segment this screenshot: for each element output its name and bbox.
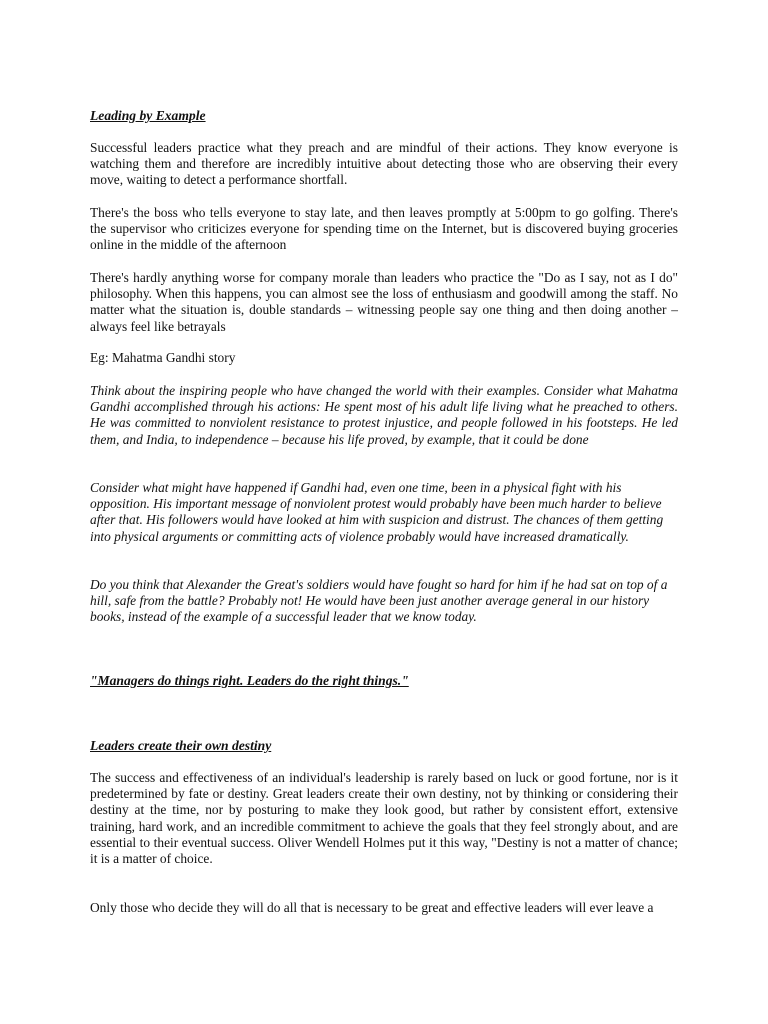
italic-alexander: Do you think that Alexander the Great's soldiers would have fought so hard for him if he had sat on top of a hill, safe from the battle? Probably not! He would have been just another average general in our history books, instead of the example of a successful leader that we know today.: [90, 577, 668, 625]
paragraph-boss-example: There's the boss who tells everyone to stay late, and then leaves promptly at 5:00pm to go golfing. There's the supervisor who criticizes everyone for spending time on the Internet, but is discovered buying groceries online in the middle of the afternoon: [90, 205, 678, 253]
heading-leading-by-example: Leading by Example: [90, 108, 206, 123]
italic-gandhi-fight: Consider what might have happened if Gandhi had, even one time, been in a physical fight with his opposition. His important message of nonviolent protest would probably have been much harder to believe after that. His followers would have looked at him with suspicion and distrust. The chances of them getting into physical arguments or committing acts of violence probably would have increased dramatically.: [90, 480, 664, 544]
heading-leaders-destiny: Leaders create their own destiny: [90, 738, 272, 753]
example-label: Eg: Mahatma Gandhi story: [90, 350, 236, 365]
heading-managers-quote: "Managers do things right. Leaders do the right things.": [90, 673, 409, 688]
paragraph-only-those: Only those who decide they will do all that is necessary to be great and effective leaders will ever leave a: [90, 900, 654, 915]
paragraph-company-morale: There's hardly anything worse for company morale than leaders who practice the "Do as I say, not as I do" philosophy. When this happens, you can almost see the loss of enthusiasm and goodwill among the staff. No matter what the situation is, double standards – witnessing people say one thing and then doing another – always feel like betrayals: [90, 270, 678, 334]
italic-gandhi-inspiring: Think about the inspiring people who have changed the world with their examples. Consider what Mahatma Gandhi accomplished through his actions: He spent most of his adult life living what he preached to others. He was committed to nonviolent resistance to protest injustice, and people followed in his footsteps. He led them, and India, to independence – because his life proved, by example, that it could be done: [90, 383, 678, 447]
paragraph-destiny: The success and effectiveness of an individual's leadership is rarely based on luck or good fortune, nor is it predetermined by fate or destiny. Great leaders create their own destiny, not by thinking or considering their destiny at the time, nor by posturing to make they look good, but rather by consistent effort, extensive training, hard work, and an incredible commitment to achieve the goals that they feel strongly about, and are essential to their eventual success. Oliver Wendell Holmes put it this way, "Destiny is not a matter of chance; it is a matter of choice.: [90, 770, 678, 867]
paragraph-leaders-practice: Successful leaders practice what they preach and are mindful of their actions. They know everyone is watching them and therefore are incredibly intuitive about detecting those who are observing their every move, waiting to detect a performance shortfall.: [90, 140, 678, 188]
